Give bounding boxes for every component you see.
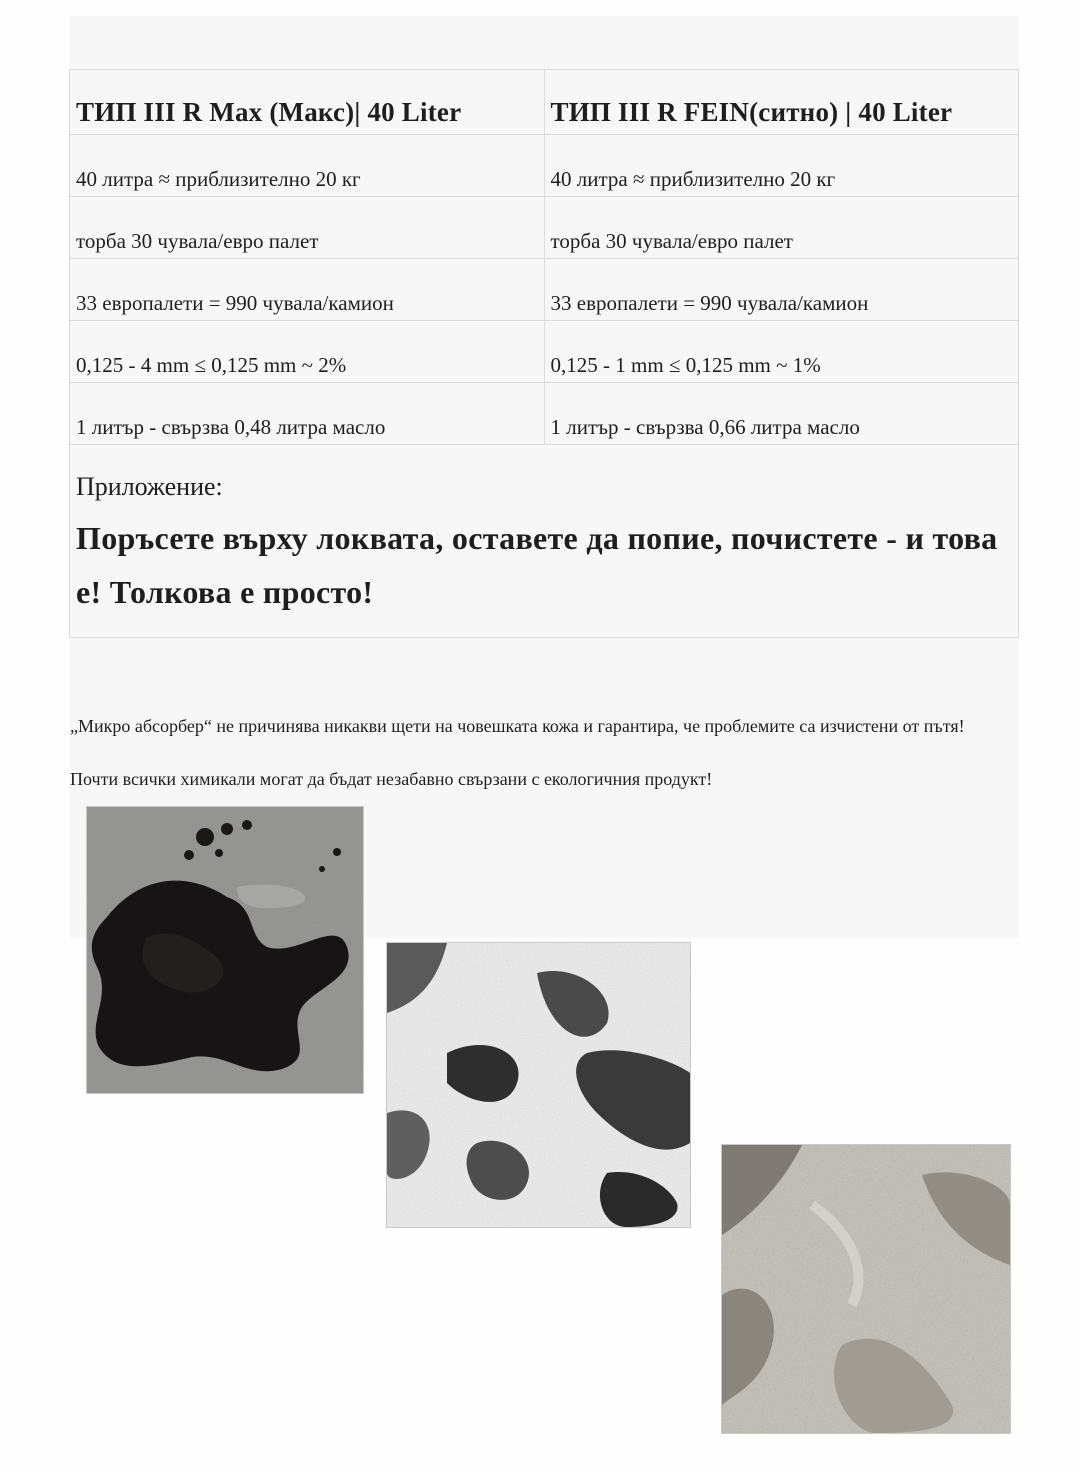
oil-spill-photo: [86, 806, 364, 1094]
table-header-fein: ТИП III R FEIN(ситно) | 40 Liter: [544, 70, 1019, 135]
table-cell: 1 литър - свързва 0,66 литра масло: [544, 383, 1019, 445]
application-row: [70, 445, 1019, 638]
table-cell: 40 литра ≈ приблизително 20 кг: [544, 135, 1019, 197]
table-row: [70, 197, 1019, 259]
cleaned-surface-photo: [721, 1144, 1011, 1434]
application-label: Приложение:: [76, 472, 223, 501]
table-row: [70, 135, 1019, 197]
table-cell: 0,125 - 1 mm ≤ 0,125 mm ~ 1%: [544, 321, 1019, 383]
table-cell: 0,125 - 4 mm ≤ 0,125 mm ~ 2%: [70, 321, 545, 383]
table-cell: 33 европалети = 990 чувала/камион: [544, 259, 1019, 321]
table-cell: торба 30 чувала/евро палет: [70, 197, 545, 259]
absorbent-on-spill-photo: [386, 942, 691, 1228]
table-cell: 1 литър - свързва 0,48 литра масло: [70, 383, 545, 445]
description-text: „Микро абсорбер“ не причинява никакви щети на човешката кожа и гарантира, че проблемите са изчистени от пътя!Почти всички химикали могат да бъдат незабавно свързани с екологичния продукт!: [70, 716, 965, 789]
table-row: [70, 321, 1019, 383]
table-header-max: ТИП III R Max (Макс)| 40 Liter: [70, 70, 545, 135]
application-cell: [70, 445, 1019, 638]
table-row: [70, 259, 1019, 321]
spec-table: [69, 69, 1019, 638]
table-header-row: [70, 70, 1019, 135]
application-text: Поръсете върху локвата, оставете да попие, почистете - и това е! Толкова е просто!: [76, 520, 998, 610]
table-cell: торба 30 чувала/евро палет: [544, 197, 1019, 259]
table-cell: 40 литра ≈ приблизително 20 кг: [70, 135, 545, 197]
table-cell: 33 европалети = 990 чувала/камион: [70, 259, 545, 321]
table-row: [70, 383, 1019, 445]
